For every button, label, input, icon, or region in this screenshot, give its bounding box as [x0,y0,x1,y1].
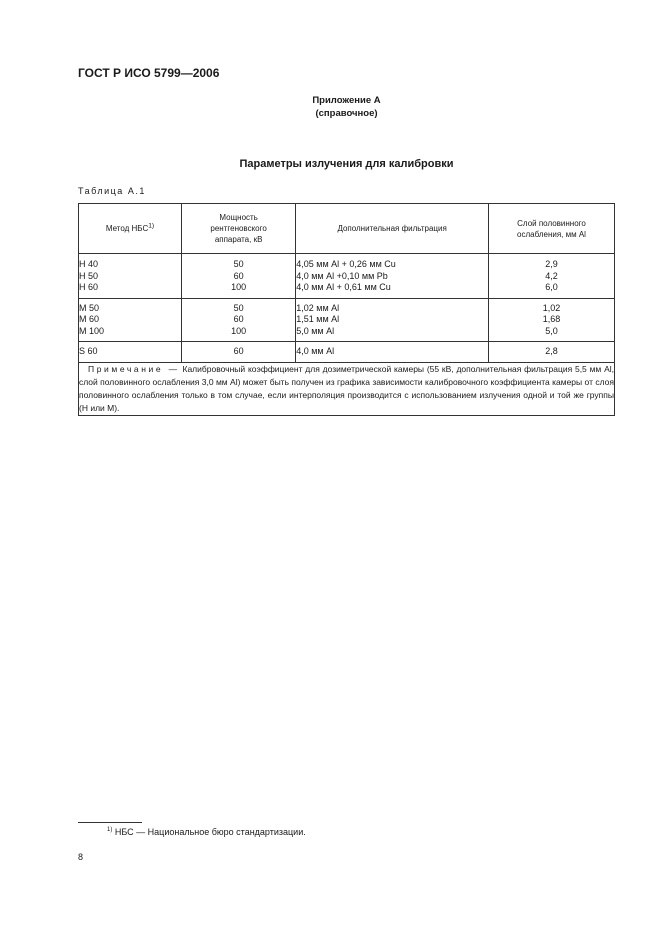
document-header: ГОСТ Р ИСО 5799—2006 [78,66,220,80]
cell-power: 60 [181,342,295,363]
table-note [79,362,615,415]
column-header-power: Мощность рентгеновского аппарата, кВ [181,204,295,254]
note-text: Калибровочный коэффициент для дозиметрической камеры (55 кВ, дополнительная фильтрация 5,5 мм Al, слой половинного ослабления 3,0 мм Al) может быть получен из графика зависимости калибровочного коэффициента камеры от слоя половинного ослабления только в том случае, если интерполяция производится с использованием излучения одной и той же группы (Н или М). [79,363,614,413]
table-caption-prefix: Таблица [78,186,124,196]
cell-method: S 60 [79,342,182,363]
column-header-method: Метод НБС$^{1)}$ [79,204,182,254]
cell-filtration: 1,02 мм Al 1,51 мм Al 5,0 мм Al [296,298,489,342]
page-number: 8 [78,852,84,862]
cell-filtration: 4,05 мм Al + 0,26 мм Cu 4,0 мм Al +0,10 мм Pb 4,0 мм Al + 0,61 мм Cu [296,254,489,299]
table-row-group-m [79,298,615,342]
table-note-row [79,362,615,415]
cell-hvl: 2,8 [489,342,615,363]
cell-power: 50 60 100 [181,254,295,299]
cell-method: Н 40 Н 50 Н 60 [79,254,182,299]
table-caption-number: А.1 [127,186,146,196]
footnote-ref: 1) [148,222,155,230]
footnote-marker: 1) [107,827,113,833]
appendix-label: Приложение А [312,95,381,106]
cell-hvl: 1,02 1,68 5,0 [489,298,615,342]
calibration-table [78,203,615,416]
table-caption [78,186,146,196]
cell-filtration: 4,0 мм Al [296,342,489,363]
note-label: Примечание — [88,363,180,374]
cell-power: 50 60 100 [181,298,295,342]
column-header-filtration: Дополнительная фильтрация [296,204,489,254]
section-title: Параметры излучения для калибровки [239,158,454,170]
cell-hvl: 2,9 4,2 6,0 [489,254,615,299]
appendix-type: (справочное) [315,108,378,119]
cell-method: М 50 М 60 М 100 [79,298,182,342]
table-header-row [79,204,615,254]
column-header-hvl: Слой половинного ослабления, мм Al [489,204,615,254]
footnote-text: НБС — Национальное бюро стандартизации. [114,827,306,837]
table-row-group-h [79,254,615,299]
footnote [107,827,306,837]
footnote-divider [78,822,142,823]
table-row-group-s [79,342,615,363]
